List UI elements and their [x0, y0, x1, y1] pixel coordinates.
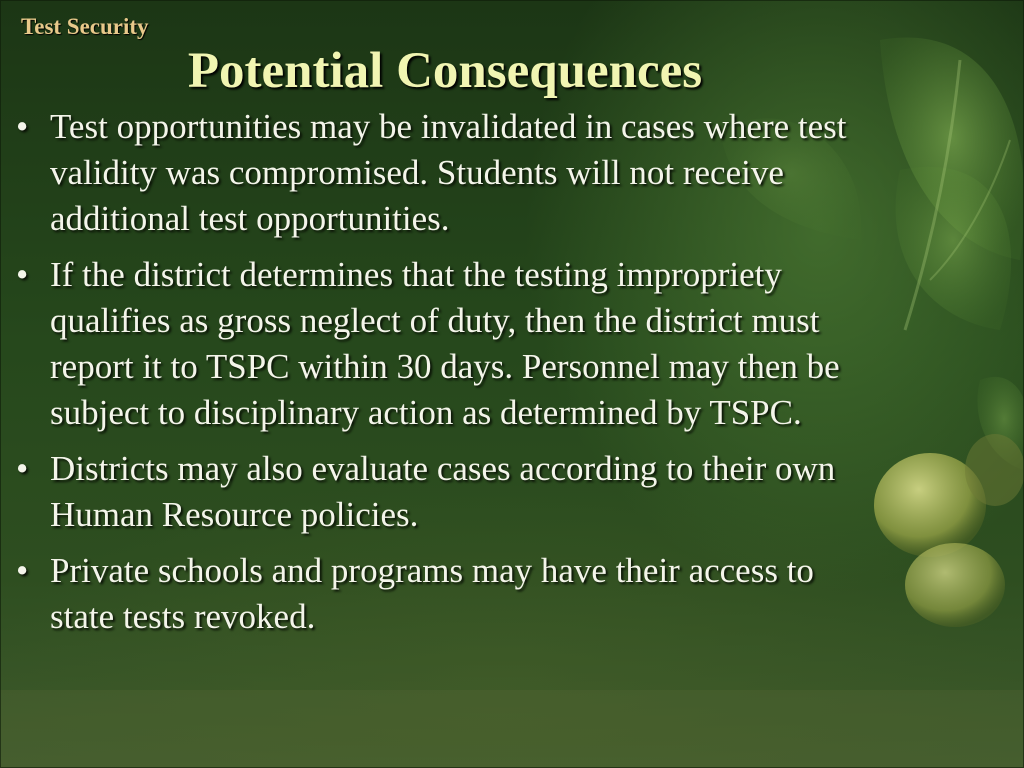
bullet-text: Test opportunities may be invalidated in cases where test validity was compromised. Students will not receive additional test opportunities. [50, 107, 847, 238]
bullet-text: Private schools and programs may have their access to state tests revoked. [50, 551, 814, 636]
bullet-icon: • [16, 107, 29, 146]
bullet-item [14, 252, 884, 436]
bullet-text: If the district determines that the testing impropriety qualifies as gross neglect of duty, then the district must report it to TSPC within 30 days. Personnel may then be subject to disciplinary action as determined by TSPC. [50, 255, 840, 432]
bullet-item [14, 104, 884, 242]
bullet-list [14, 104, 884, 650]
bullet-icon: • [16, 449, 29, 488]
bullet-text: Districts may also evaluate cases according to their own Human Resource policies. [50, 449, 836, 534]
bullet-icon: • [16, 255, 29, 294]
slide-title: Potential Consequences [187, 43, 703, 99]
bullet-icon: • [16, 551, 29, 590]
bullet-item [14, 446, 884, 538]
section-label: Test Security [21, 14, 149, 39]
bullet-item [14, 548, 884, 640]
